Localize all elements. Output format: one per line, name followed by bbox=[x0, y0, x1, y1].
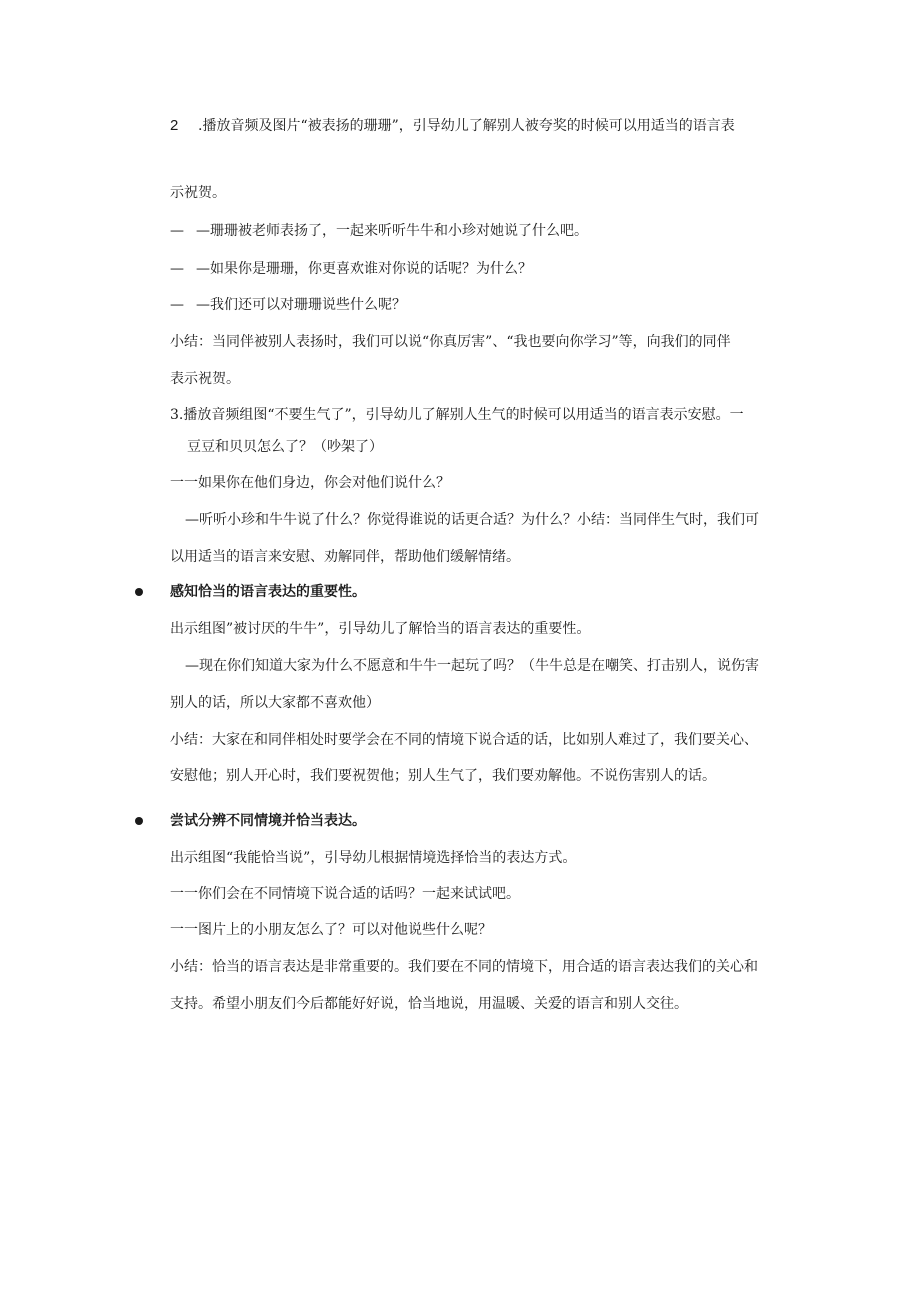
paragraph-3-line-5: 以用适当的语言来安慰、劝解同伴，帮助他们缓解情绪。 bbox=[170, 549, 520, 565]
section-heading-practice: 尝试分辨不同情境并恰当表达。 bbox=[170, 813, 366, 829]
bullet-icon bbox=[135, 817, 143, 825]
paragraph-2-line-1 bbox=[170, 117, 840, 135]
section-heading-importance: 感知恰当的语言表达的重要性。 bbox=[170, 584, 366, 600]
paragraph-3-line-2: 豆豆和贝贝怎么了？（吵架了） bbox=[187, 439, 383, 455]
section-2-line-2: 一一你们会在不同情境下说合适的话吗？一起来试试吧。 bbox=[170, 886, 520, 902]
section-1-line-3: 别人的话，所以大家都不喜欢他） bbox=[170, 695, 380, 711]
section-1-summary-line-1: 小结：大家在和同伴相处时要学会在不同的情境下说合适的话，比如别人难过了，我们要关心、 bbox=[170, 732, 758, 748]
section-2-line-1: 出示组图“我能恰当说”，引导幼儿根据情境选择恰当的表达方式。 bbox=[170, 850, 577, 866]
paragraph-3-line-1: 3.播放音频组图“不要生气了”，引导幼儿了解别人生气的时候可以用适当的语言表示安慰。一 bbox=[170, 407, 744, 423]
summary-1-line-1: 小结：当同伴被别人表扬时，我们可以说“你真厉害”、“我也要向你学习”等，向我们的同伴 bbox=[170, 334, 731, 350]
question-1: — —珊珊被老师表扬了，一起来听听牛牛和小珍对她说了什么吧。 bbox=[170, 223, 588, 239]
section-2-summary-line-1: 小结：恰当的语言表达是非常重要的。我们要在不同的情境下，用合适的语言表达我们的关心和 bbox=[170, 959, 758, 975]
paragraph-2-line-2: 示祝贺。 bbox=[170, 185, 226, 201]
item-number: 2 bbox=[170, 117, 179, 134]
section-2-summary-line-2: 支持。希望小朋友们今后都能好好说，恰当地说，用温暖、关爱的语言和别人交往。 bbox=[170, 996, 688, 1012]
question-3: — —我们还可以对珊珊说些什么呢？ bbox=[170, 297, 406, 313]
paragraph-3-line-3: 一一如果你在他们身边，你会对他们说什么？ bbox=[170, 475, 450, 491]
paragraph-3-line-4: —听听小珍和牛牛说了什么？你觉得谁说的话更合适？为什么？小结：当同伴生气时，我们可 bbox=[185, 512, 759, 528]
bullet-icon bbox=[135, 588, 143, 596]
paragraph-text: .播放音频及图片“被表扬的珊珊”，引导幼儿了解别人被夸奖的时候可以用适当的语言表 bbox=[198, 118, 735, 134]
section-1-line-2: —现在你们知道大家为什么不愿意和牛牛一起玩了吗？（牛牛总是在嘲笑、打击别人，说伤害 bbox=[185, 658, 759, 674]
summary-1-line-2: 表示祝贺。 bbox=[170, 371, 240, 387]
section-1-line-1: 出示组图”被讨厌的牛牛”，引导幼儿了解恰当的语言表达的重要性。 bbox=[170, 621, 591, 637]
question-2: — —如果你是珊珊，你更喜欢谁对你说的话呢？为什么？ bbox=[170, 261, 532, 277]
section-1-summary-line-2: 安慰他；别人开心时，我们要祝贺他；别人生气了，我们要劝解他。不说伤害别人的话。 bbox=[170, 768, 716, 784]
section-2-line-3: 一一图片上的小朋友怎么了？可以对他说些什么呢？ bbox=[170, 922, 492, 938]
